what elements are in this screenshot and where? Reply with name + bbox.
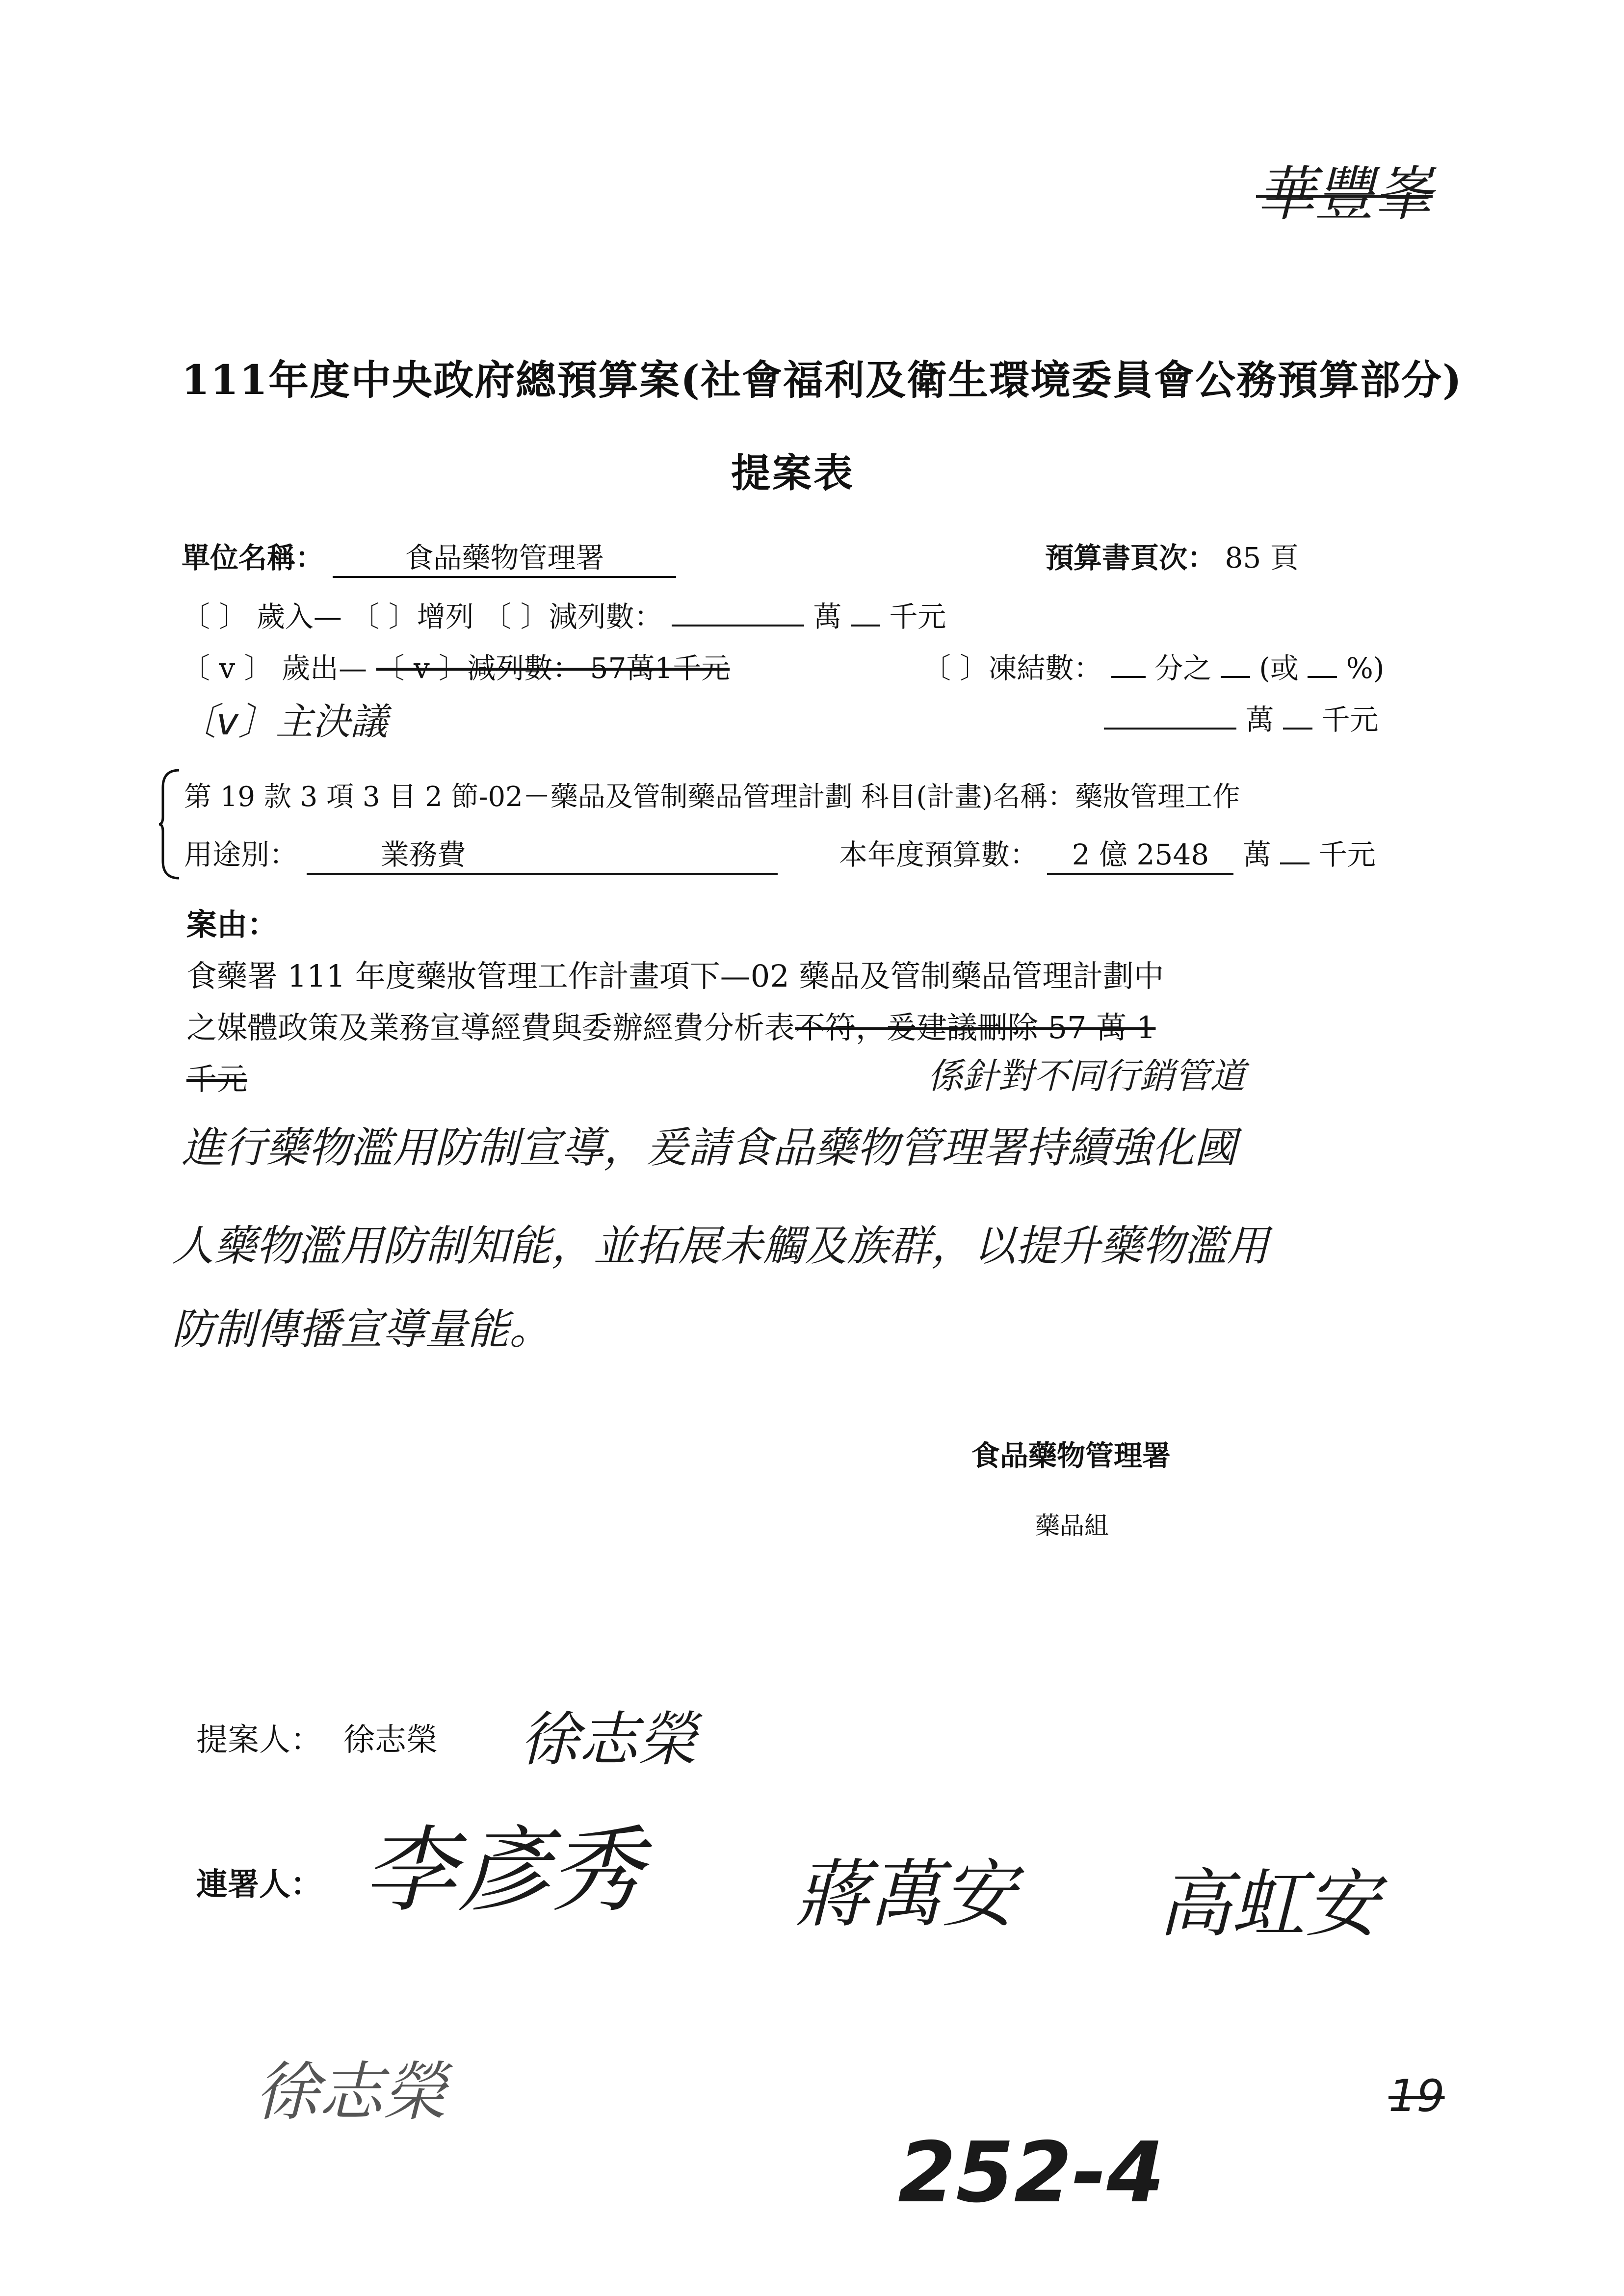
handwritten-reason-2: 人藥物濫用防制知能，並拓展未觸及族群，以提升藥物濫用 xyxy=(172,1222,1269,1271)
expense-struck-decrease: 〔 v 〕減列數： 57萬1千元 xyxy=(376,652,730,685)
proposer-name: 徐志榮 xyxy=(343,1722,438,1758)
item-line: 第 19 款 3 項 3 目 2 節-02－藥品及管制藥品管理計劃 科目(計畫)名稱：藥妝管理工作 xyxy=(184,781,1240,813)
document-title: 111年度中央政府總預算案(社會福利及衛生環境委員會公務預算部分) xyxy=(182,357,1463,404)
freeze-label: 〔 〕凍結數： xyxy=(922,652,1102,685)
annual-budget-row xyxy=(839,832,1376,875)
item-brace xyxy=(157,768,182,881)
expense-row xyxy=(182,645,730,686)
revenue-decrease: 〔 〕減列數： xyxy=(483,600,663,633)
proposer-signature: 徐志榮 xyxy=(520,1706,697,1774)
freeze-amount-qian-blank xyxy=(1283,728,1312,730)
handwritten-insert: 係針對不同行銷管道 xyxy=(927,1055,1246,1096)
annual-budget-qian: 千元 xyxy=(1318,838,1376,871)
freeze-or-open: (或 xyxy=(1259,652,1299,685)
revenue-label: 歲入— xyxy=(256,600,342,633)
reason-line-2 xyxy=(186,1003,1155,1047)
revenue-amount-blank xyxy=(672,625,804,626)
reason-line-1: 食藥署 111 年度藥妝管理工作計畫項下—02 藥品及管制藥品管理計劃中 xyxy=(186,958,1164,994)
cosigner-signature-1: 李彥秀 xyxy=(363,1816,643,1925)
use-value: 業務費 xyxy=(307,832,778,875)
annual-budget-value: 2 億 2548 xyxy=(1047,832,1233,875)
agency-division: 藥品組 xyxy=(1035,1512,1109,1540)
revenue-qian: 千元 xyxy=(889,600,946,633)
reason-label: 案由： xyxy=(186,907,278,942)
proposer-label: 提案人： xyxy=(196,1722,322,1758)
annual-budget-wan: 萬 xyxy=(1242,838,1271,871)
unit-row xyxy=(182,535,676,578)
freeze-numerator-blank xyxy=(1111,676,1146,678)
freeze-amount-blank xyxy=(1104,728,1236,730)
freeze-amount-row xyxy=(1104,697,1378,738)
unit-value: 食品藥物管理署 xyxy=(333,535,676,578)
cosigner-signature-3: 高虹安 xyxy=(1158,1862,1379,1947)
reason-line-2-kept: 之媒體政策及業務宣導經費與委辦經費分析表 xyxy=(186,1010,795,1045)
revenue-wan: 萬 xyxy=(813,600,842,633)
revenue-checkbox: 〔 〕 xyxy=(182,600,248,633)
freeze-amount-qian: 千元 xyxy=(1321,703,1379,736)
freeze-percent-blank xyxy=(1308,676,1337,678)
freeze-pct-close: %) xyxy=(1346,652,1385,685)
freeze-fraction: 分之 xyxy=(1154,652,1212,685)
use-row xyxy=(184,832,778,875)
revenue-increase: 〔 〕增列 xyxy=(351,600,474,633)
unit-label: 單位名稱： xyxy=(182,541,324,574)
expense-label: 歲出— xyxy=(282,652,367,685)
cosigner-signature-2: 蔣萬安 xyxy=(795,1852,1016,1937)
reason-line-2-struck: 不符，爰建議刪除 57 萬 1 xyxy=(795,1010,1156,1045)
handwritten-reason-3: 防制傳播宣導量能。 xyxy=(172,1305,551,1354)
corner-handwritten-note: 華豐峯 xyxy=(1256,160,1433,229)
freeze-row xyxy=(922,645,1384,686)
freeze-amount-wan: 萬 xyxy=(1245,703,1274,736)
handwritten-resolution: 〔v〕主決議 xyxy=(179,700,388,743)
page-number-handwritten: 252-4 xyxy=(898,2124,1165,2221)
handwritten-reason-1: 進行藥物濫用防制宣導，爰請食品藥物管理署持續強化國 xyxy=(182,1123,1236,1173)
revenue-qian-blank xyxy=(851,625,880,626)
freeze-denominator-blank xyxy=(1221,676,1250,678)
revenue-row xyxy=(182,594,946,635)
cosigners-label: 連署人： xyxy=(196,1866,322,1903)
bottom-signature: 徐志榮 xyxy=(255,2055,447,2129)
annual-budget-label: 本年度預算數： xyxy=(839,838,1039,871)
budget-page-row xyxy=(1045,535,1299,576)
budget-page-value: 85 頁 xyxy=(1225,541,1299,574)
struck-number: 19 xyxy=(1388,2070,1445,2122)
agency-name: 食品藥物管理署 xyxy=(971,1439,1171,1472)
budget-page-label: 預算書頁次： xyxy=(1045,541,1216,574)
expense-checkbox: 〔 v 〕 xyxy=(182,652,273,685)
use-label: 用途別： xyxy=(184,838,298,871)
reason-line-3-struck: 千元 xyxy=(186,1061,248,1097)
document-subtitle: 提案表 xyxy=(731,450,855,496)
annual-budget-qian-blank xyxy=(1280,862,1310,864)
